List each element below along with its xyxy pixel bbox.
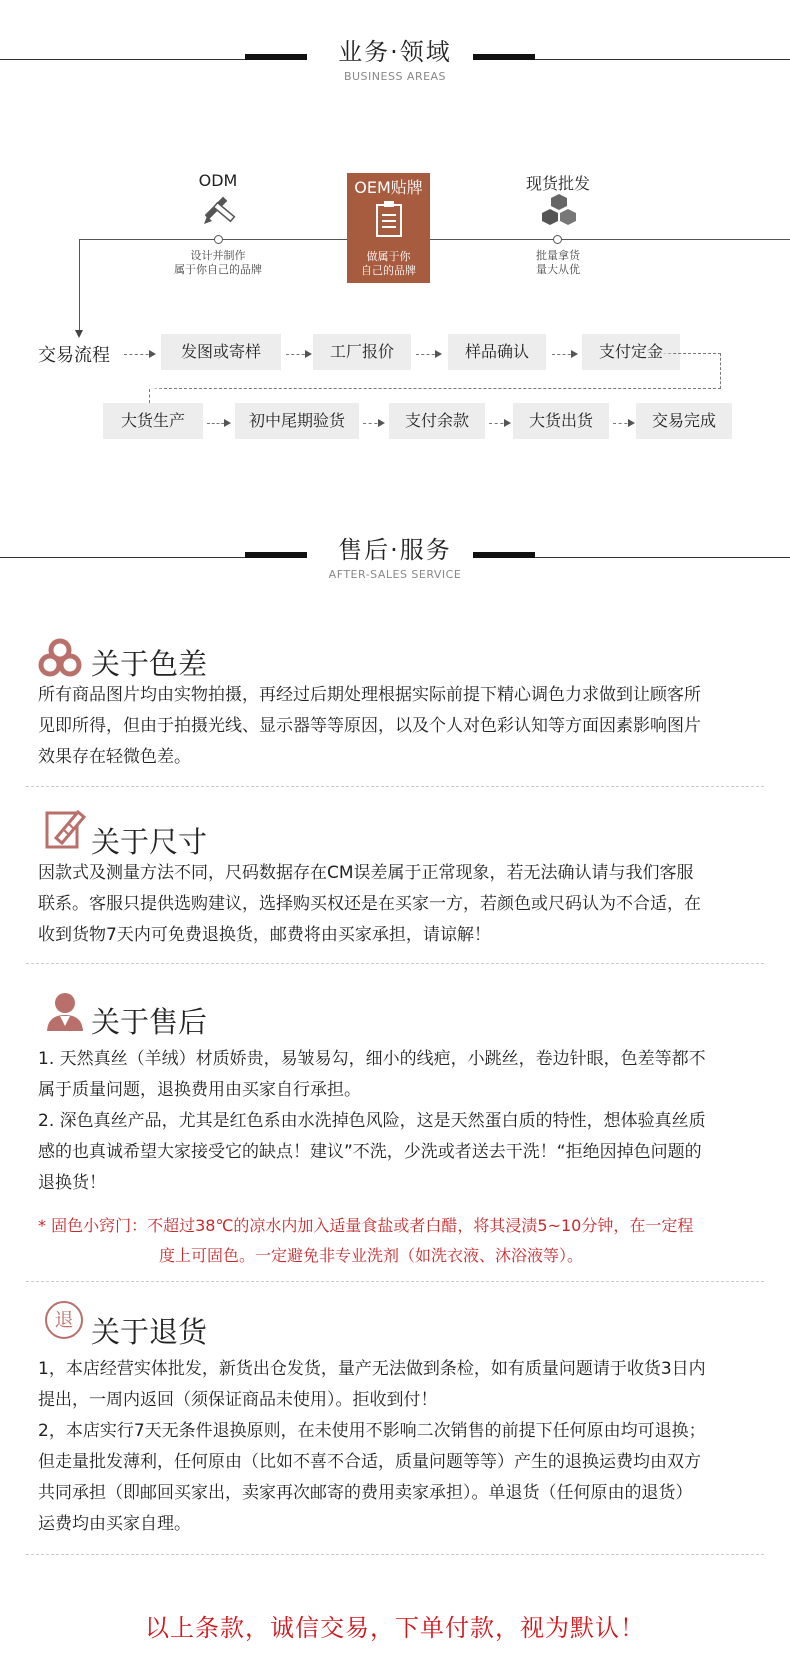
return-badge-icon: 退 bbox=[45, 1301, 83, 1339]
process-arrow-3 bbox=[552, 354, 576, 355]
returns-text bbox=[38, 1354, 758, 1540]
service-line: 1. 天然真丝（羊绒）材质娇贵，易皱易勾，细小的线疤，小跳丝，卷边针眼，色差等都不 bbox=[38, 1049, 706, 1069]
size-line: 收到货物7天内可免费退换货，邮费将由买家承担，请谅解！ bbox=[38, 925, 491, 945]
size-text bbox=[38, 858, 758, 951]
aftersales-subtitle: AFTER-SALES SERVICE bbox=[328, 568, 462, 581]
process-arrow-4 bbox=[207, 423, 229, 424]
odm-desc-1: 设计并制作 bbox=[190, 249, 246, 262]
ruler-pencil-icon bbox=[44, 808, 86, 850]
oem-card bbox=[347, 173, 430, 283]
document-icon bbox=[374, 200, 404, 238]
color-diff-title: 关于色差 bbox=[91, 647, 208, 681]
color-diff-line: 效果存在轻微色差。 bbox=[38, 747, 191, 767]
process-arrow-1 bbox=[286, 354, 310, 355]
color-diff-text bbox=[38, 680, 758, 773]
wholesale-desc-1: 批量拿货 bbox=[536, 249, 580, 262]
returns-line: 提出，一周内返回（须保证商品未使用）。拒收到付！ bbox=[38, 1390, 438, 1410]
step-send-sample: 发图或寄样 bbox=[161, 334, 281, 370]
step-shipment: 大货出货 bbox=[513, 403, 609, 439]
step-inspection: 初中尾期验货 bbox=[235, 403, 359, 439]
divider bbox=[26, 1554, 764, 1555]
size-line: 联系。客服只提供选购建议，选择购买权还是在买家一方，若颜色或尺码认为不合适，在 bbox=[38, 894, 701, 914]
wholesale-label: 现货批发 bbox=[525, 174, 590, 193]
step-sample-confirm: 样品确认 bbox=[448, 334, 546, 370]
business-title: 业务·领域 bbox=[338, 38, 452, 66]
step-factory-quote: 工厂报价 bbox=[313, 334, 411, 370]
divider bbox=[26, 1281, 764, 1282]
service-line: 属于质量问题，退换费用由买家自行承担。 bbox=[38, 1080, 361, 1100]
divider bbox=[26, 786, 764, 787]
divider bbox=[26, 963, 764, 964]
returns-line: 但走量批发薄利，任何原由（比如不喜不合适，质量问题等等）产生的退换运费均由双方 bbox=[38, 1452, 701, 1472]
process-connector-down bbox=[149, 389, 150, 403]
design-tools-icon bbox=[200, 192, 236, 228]
wholesale-dot bbox=[553, 235, 562, 244]
service-line: 2. 深色真丝产品，尤其是红色系由水洗掉色风险，这是天然蛋白质的特性，想体验真丝质 bbox=[38, 1111, 706, 1131]
business-subtitle: BUSINESS AREAS bbox=[343, 70, 447, 83]
service-line: 退换货！ bbox=[38, 1173, 106, 1193]
step-pay-deposit: 支付定金 bbox=[582, 334, 680, 370]
oem-desc-1: 做属于你 bbox=[366, 250, 411, 263]
process-arrow-0 bbox=[124, 354, 154, 355]
wholesale-desc-2: 量大从优 bbox=[536, 263, 580, 276]
boxes-icon bbox=[541, 193, 577, 227]
returns-line: 1，本店经营实体批发，新货出仓发货，量产无法做到条检，如有质量问题请于收货3日内 bbox=[38, 1359, 706, 1379]
returns-line: 2，本店实行7天无条件退换原则，在未使用不影响二次销售的前提下任何原由均可退换； bbox=[38, 1421, 706, 1441]
color-fix-tip-2: 度上可固色。一定避免非专业洗剂（如洗衣液、沐浴液等）。 bbox=[159, 1246, 584, 1265]
oem-label: OEM贴牌 bbox=[354, 178, 423, 197]
size-title: 关于尺寸 bbox=[91, 825, 208, 859]
step-mass-production: 大货生产 bbox=[103, 403, 203, 439]
service-title: 关于售后 bbox=[91, 1005, 208, 1039]
color-fix-tip-1: * 固色小窍门：不超过38℃的凉水内加入适量食盐或者白醋，将其浸渍5~10分钟，在一定程 bbox=[38, 1216, 694, 1235]
timeline-line bbox=[79, 239, 790, 240]
service-line: 感的也真诚希望大家接受它的缺点！建议”不洗，少洗或者送去干洗！“拒绝因掉色问题的 bbox=[38, 1142, 702, 1162]
process-arrow-7 bbox=[613, 423, 633, 424]
process-label: 交易流程 bbox=[38, 345, 110, 366]
odm-label: ODM bbox=[198, 171, 238, 190]
oem-desc-2: 自己的品牌 bbox=[361, 264, 416, 277]
process-arrow-2 bbox=[416, 354, 440, 355]
step-complete: 交易完成 bbox=[636, 403, 732, 439]
returns-title: 关于退货 bbox=[91, 1315, 208, 1349]
step-pay-balance: 支付余款 bbox=[389, 403, 485, 439]
customer-service-icon bbox=[44, 990, 86, 1032]
aftersales-title: 售后·服务 bbox=[338, 536, 452, 564]
timeline-down-line bbox=[79, 239, 80, 334]
size-line: 因款式及测量方法不同，尺码数据存在CM误差属于正常现象，若无法确认请与我们客服 bbox=[38, 863, 694, 883]
color-diff-line: 见即所得，但由于拍摄光线、显示器等等原因，以及个人对色彩认知等方面因素影响图片 bbox=[38, 716, 701, 736]
color-circles-icon bbox=[38, 638, 82, 678]
process-arrow-6 bbox=[489, 423, 509, 424]
timeline-down-arrow bbox=[75, 330, 83, 338]
returns-line: 运费均由买家自理。 bbox=[38, 1514, 191, 1534]
service-text bbox=[38, 1044, 758, 1199]
color-diff-line: 所有商品图片均由实物拍摄，再经过后期处理根据实际前提下精心调色力求做到让顾客所 bbox=[38, 685, 701, 705]
returns-line: 共同承担（即邮回买家出，卖家再次邮寄的费用卖家承担）。单退货（任何原由的退货） bbox=[38, 1483, 693, 1503]
process-arrow-5 bbox=[363, 423, 383, 424]
odm-dot bbox=[214, 235, 223, 244]
odm-desc-2: 属于你自己的品牌 bbox=[174, 263, 262, 276]
terms-footer: 以上条款，诚信交易，下单付款，视为默认！ bbox=[145, 1614, 645, 1642]
